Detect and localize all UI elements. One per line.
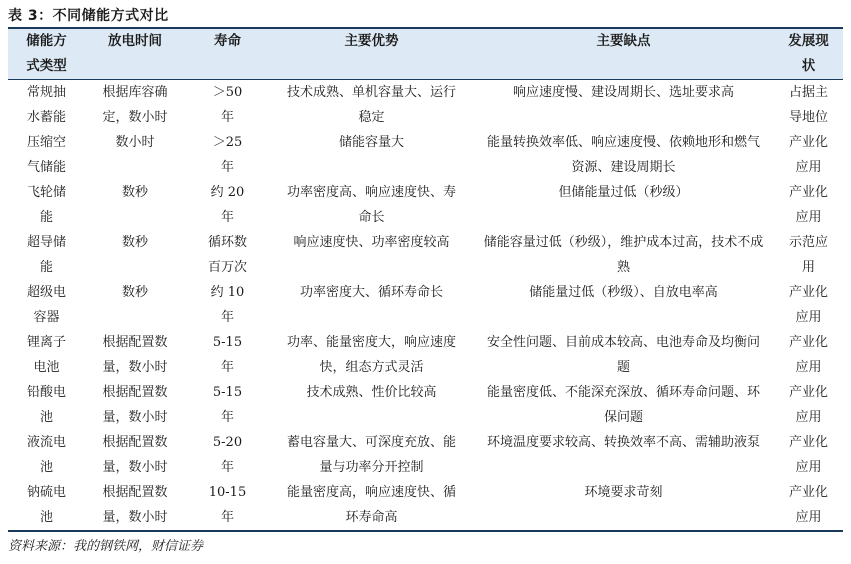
cell-life: 约 20 年 <box>210 185 245 225</box>
cell-type: 常规抽水蓄能 <box>26 85 66 125</box>
table-row <box>8 80 843 131</box>
cell-advantages: 储能容量大 <box>338 135 404 150</box>
cell-type: 压缩空气储能 <box>26 135 66 175</box>
cell-type: 飞轮储能 <box>26 185 66 225</box>
cell-disadvantages: 储能量过低（秒级）、自放电率高 <box>529 285 718 300</box>
col-header-status: 发展现状 <box>788 33 829 74</box>
cell-advantages: 功率密度高、响应速度快、寿命长 <box>286 185 456 225</box>
cell-life: ＞50 年 <box>212 85 243 125</box>
col-header-type: 储能方式类型 <box>26 33 67 74</box>
table-row <box>8 130 843 180</box>
cell-advantages: 功率密度大、循环寿命长 <box>299 285 443 300</box>
cell-discharge: 数秒 <box>121 235 148 250</box>
cell-discharge: 根据配置数量，数小时 <box>102 435 168 475</box>
cell-status: 产业化应用 <box>788 435 828 475</box>
cell-disadvantages: 但储能量过低（秒级） <box>558 185 689 200</box>
col-header-disadvantages: 主要缺点 <box>596 33 651 49</box>
col-header-life: 寿命 <box>214 33 241 49</box>
cell-life: 5-15 年 <box>212 335 243 375</box>
cell-type: 锂离子电池 <box>26 335 66 375</box>
cell-status: 产业化应用 <box>788 485 828 525</box>
cell-status: 示范应用 <box>788 235 828 275</box>
cell-life: 5-20 年 <box>212 435 243 475</box>
cell-disadvantages: 响应速度慢、建设周期长、选址要求高 <box>512 85 734 100</box>
cell-type: 超导储能 <box>26 235 66 275</box>
table-row <box>8 230 843 280</box>
cell-advantages: 蓄电容量大、可深度充放、能量与功率分开控制 <box>286 435 456 475</box>
cell-status: 产业化应用 <box>788 335 828 375</box>
col-header-discharge: 放电时间 <box>108 33 162 49</box>
cell-discharge: 根据配置数量，数小时 <box>102 335 168 375</box>
cell-discharge: 根据库容确定，数小时 <box>102 85 168 125</box>
header-row <box>8 28 843 80</box>
cell-type: 铅酸电池 <box>26 385 66 425</box>
cell-status: 产业化应用 <box>788 135 828 175</box>
cell-disadvantages: 储能容量过低（秒级），维护成本过高，技术不成熟 <box>483 235 764 275</box>
cell-status: 产业化应用 <box>788 385 828 425</box>
cell-life: 10-15 年 <box>208 485 247 525</box>
cell-life: 循环数百万次 <box>207 235 247 275</box>
table-row <box>8 480 843 531</box>
cell-type: 液流电池 <box>26 435 66 475</box>
cell-discharge: 根据配置数量，数小时 <box>102 385 168 425</box>
cell-discharge: 数小时 <box>115 135 155 150</box>
cell-discharge: 数秒 <box>121 285 148 300</box>
cell-advantages: 功率、能量密度大，响应速度快，组态方式灵活 <box>286 335 456 375</box>
table-title: 表 3：不同储能方式对比 <box>8 8 169 24</box>
table-row <box>8 180 843 230</box>
cell-disadvantages: 能量密度低、不能深充深放、循环寿命问题、环保问题 <box>486 385 760 425</box>
cell-advantages: 技术成熟、性价比较高 <box>306 385 437 400</box>
cell-life: ＞25 年 <box>212 135 243 175</box>
cell-disadvantages: 环境温度要求较高、转换效率不高、需辅助液泵 <box>486 435 760 450</box>
cell-status: 产业化应用 <box>788 285 828 325</box>
cell-type: 钠硫电池 <box>26 485 66 525</box>
cell-advantages: 响应速度快、功率密度较高 <box>293 235 450 250</box>
table-row <box>8 380 843 430</box>
cell-disadvantages: 能量转换效率低、响应速度慢、依赖地形和燃气资源、建设周期长 <box>486 135 760 175</box>
table-row <box>8 430 843 480</box>
cell-life: 约 10 年 <box>210 285 245 325</box>
cell-status: 占据主导地位 <box>788 85 828 125</box>
table-row <box>8 280 843 330</box>
cell-disadvantages: 环境要求苛刻 <box>584 485 663 500</box>
cell-type: 超级电容器 <box>26 285 66 325</box>
col-header-advantages: 主要优势 <box>344 33 399 49</box>
cell-advantages: 技术成熟、单机容量大、运行稳定 <box>286 85 456 125</box>
cell-life: 5-15 年 <box>212 385 243 425</box>
cell-status: 产业化应用 <box>788 185 828 225</box>
cell-discharge: 根据配置数量，数小时 <box>102 485 168 525</box>
cell-discharge: 数秒 <box>121 185 148 200</box>
storage-comparison-table <box>8 27 843 532</box>
source-note: 资料来源：我的钢铁网，财信证券 <box>8 539 204 554</box>
cell-advantages: 能量密度高，响应速度快、循环寿命高 <box>286 485 456 525</box>
table-row <box>8 330 843 380</box>
cell-disadvantages: 安全性问题、目前成本较高、电池寿命及均衡问题 <box>486 335 760 375</box>
